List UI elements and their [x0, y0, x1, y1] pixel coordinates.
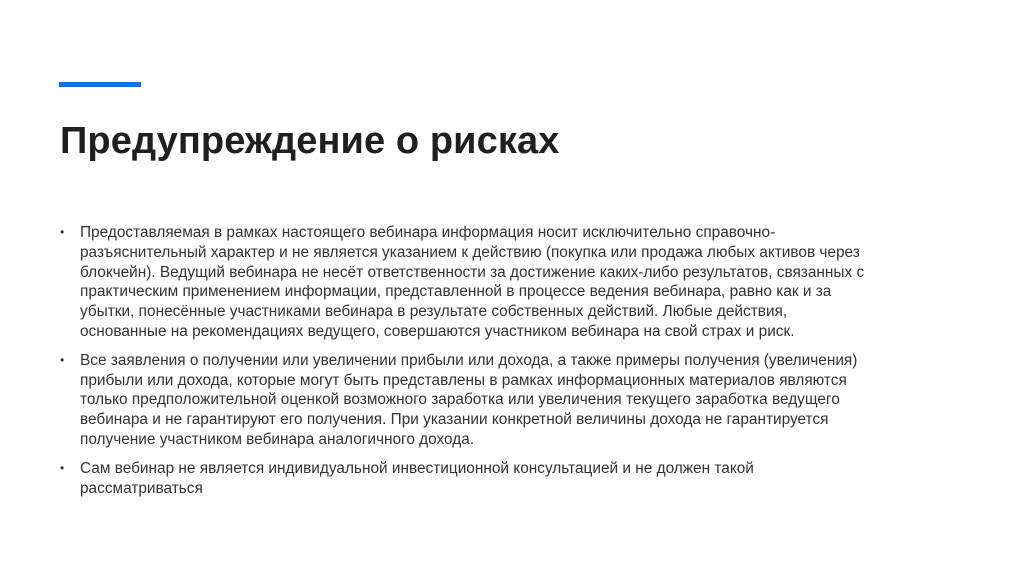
page-title: Предупреждение о рисках — [60, 120, 560, 162]
bullet-text — [80, 223, 970, 342]
bullet-line: получение участником вебинара аналогичного дохода. — [80, 430, 475, 448]
bullet-line: вебинара и не гарантируют его получения. При указании конкретной величины дохода не гарантируется — [80, 411, 829, 429]
bullet-line: разъяснительный характер и не является указанием к действию (покупка или продажа любых активов через — [80, 243, 860, 261]
bullet-line: убытки, понесённые участниками вебинара в результате собственных действий. Любые действия, — [80, 303, 788, 321]
bullet-line: прибыли или дохода, которые могут быть представлены в рамках информационных материалов являются — [80, 371, 847, 389]
bullet-line: основанные на рекомендациях ведущего, совершаются участником вебинара на свой страх и риск. — [80, 322, 795, 340]
bullet-dot-icon: • — [60, 225, 65, 239]
bullet-line: блокчейн). Ведущий вебинара не несёт ответственности за достижение каких-либо результатов, связанных с — [80, 263, 865, 281]
bullet-list — [60, 223, 974, 507]
bullet-line: практическим применением информации, представленной в процессе ведения вебинара, равно как и за — [80, 283, 832, 301]
bullet-item-income — [60, 351, 974, 450]
bullet-line: только предположительной оценкой возможного заработка или увеличения текущего заработка ведущего — [80, 391, 840, 409]
bullet-item-consultation — [60, 459, 974, 499]
bullet-line: Предоставляемая в рамках настоящего вебинара информация носит исключительно справочно- — [80, 224, 776, 241]
bullet-line: рассматриваться — [80, 479, 203, 497]
bullet-line: Сам вебинар не является индивидуальной инвестиционной консультацией и не должен такой — [80, 459, 754, 477]
bullet-text — [80, 459, 970, 499]
bullet-line: Все заявления о получении или увеличении прибыли или дохода, а также примеры получения (увеличения) — [80, 351, 858, 369]
bullet-text — [80, 351, 970, 450]
bullet-dot-icon: • — [60, 460, 65, 475]
bullet-dot-icon: • — [60, 352, 65, 367]
bullet-item-disclaimer — [60, 223, 974, 342]
accent-bar — [59, 82, 141, 87]
